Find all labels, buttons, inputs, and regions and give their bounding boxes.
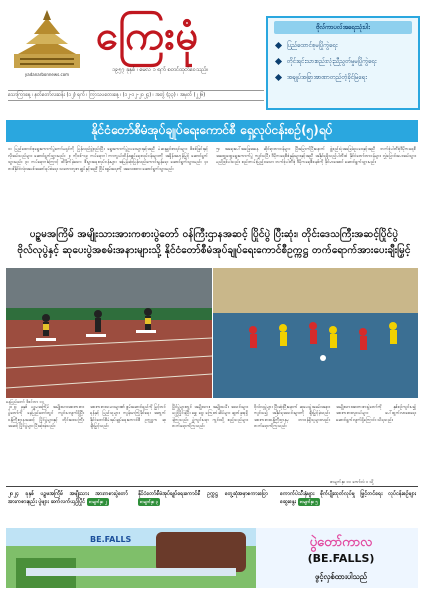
body-column-3: ပြိုင်ပွဲများတွင် အမျိုးသား၊ အမျိုးသမီး အသင်းများ ယှဉ်ပြိုင်ခဲ့ပြီး ရွှေ၊ ငွေ၊ ကြေးတံဆိပ်များ ဆွတ်ခူးရရှိခဲ့ကြသည်။ ပွဲကျင်းပရာ ကွင်းသို့ ဧည့်သည်များ တက်ရောက်ကြသည်။ — [172, 404, 248, 429]
page-badge: စာမျက်နှာ ၂ — [88, 499, 107, 504]
page-badge: စာမျက်နှာ ၃ — [140, 499, 159, 504]
diamond-bullet-icon — [275, 42, 282, 49]
logo-url: yadanarbonnews.com — [24, 72, 70, 77]
newspaper-title: ကြေးမုံ — [96, 12, 200, 59]
divider — [6, 486, 418, 487]
advertisement[interactable] — [6, 528, 418, 588]
lead-column-2: ၅။ အရေးပေါ်အခြေအနေ ဆိုင်ရာတာဝန်များ ပြီးမြောက်ပြီးနောက် ဖွဲ့စည်းပုံအခြေခံဥပဒေနှင့်အညီ ဘက်စုံပါတီစုံဒီမိုကရေစီ အထွေထွေရွေးကောက်ပွဲ ကျင်းပပြီး ဒီမိုကရေစီစံနှုန်းများနှင့်အညီ အနိုင်ရရှိသည့်ပါတီထံ နိုင်ငံတော်တာဝန်များ လွှဲပြောင်းပေးအပ်သွားမည်ဖြစ်ပါသည်။ စည်းကမ်းပြည့်ဝသော ဘက်စုံပါတီစုံ ဒီမိုကရေစီစနစ်ကို ခိုင်မာအောင် ဆောင်ရွက်သွားမည်။ — [216, 146, 416, 165]
continued-note: စာမျက်နှာ ၁၁ ကော်လံ ၁ သို့ — [330, 479, 374, 484]
priority-box — [266, 16, 420, 110]
priority-item: တိုင်းရင်းသားစည်းလုံးညီညွတ်မှုမပြိုကွဲရေး — [276, 57, 410, 66]
pagoda-logo-icon — [12, 10, 82, 76]
body-column-1: ၂၀၂၄ ခုနှစ် ပဉ္စမအကြိမ် အမျိုးသားအားကစားပွဲတော်ကို နေပြည်တော်တွင် ကျင်းပလျက်ရှိပြီး ဝန်ကြီးဌာနအဆင့် ပြိုင်ပွဲများနှင့် တိုင်းဒေသကြီးအဆင့် ပြိုင်ပွဲများ ပြီးဆုံးခဲ့သည်။ — [8, 404, 84, 429]
diamond-bullet-icon — [275, 58, 282, 65]
photo-credit: နေပြည်တော် ဒီဇင်ဘာ ၁၁ — [6, 399, 44, 404]
ad-brand: (BE.FALLS) — [307, 552, 375, 565]
page-badge: စာမျက်နှာ ၅ — [299, 499, 318, 504]
ad-subtitle: ဖွင့်လှစ်ထားပါသည် — [314, 572, 367, 581]
founding-note: ၁၉၅၇ ခုနှစ် ၊ မေလ ၁ ရက် စတင်ထုတ်ဝေသည်။ — [112, 67, 209, 73]
diamond-bullet-icon — [275, 74, 282, 81]
futsal-photo — [213, 268, 418, 398]
lead-column-1: ၁။ ပြည်ထောင်စုရွေးကောက်ပွဲကော်မရှင်ကို ပြန်လည်ဖွဲ့စည်းပြီး ရွေးကောက်ပွဲဥပဒေများနှင့်အညီ မဲဆန္ဒရှင်စာရင်းများ စိစစ်ခြင်းနှင့် လိုအပ်သည်များ ဆောင်ရွက်သွားမည်။ ၂။ ကိုဗစ်-၁၉ ကပ်ရောဂါ ကာကွယ်ထိန်းချုပ်ရေးလုပ်ငန်းများကို အရှိန်အဟုန်မြှင့် ဆောင်ရွက်သွားမည်။ ၃။ ကပ်ရောဂါကြောင့် ထိခိုက်ခဲ့သော စီးပွားရေးလုပ်ငန်းများ အမြန်ဆုံးပြန်လည်ကောင်းမွန်ရေး ဆောင်ရွက်သွားမည်။ ၄။ တစ်နိုင်ငံလုံးအပစ်အခတ်ရပ်စဲရေး သဘောတူစာချုပ်နှင့်အညီ ငြိမ်းချမ်းရေးကို အလေးထား ဆောင်ရွက်သွားမည်။ — [8, 146, 208, 171]
body-column-5: အမျိုးသားအားကစားပွဲတော်ကို နှစ်စဉ်ကျင်းပ၍ အားကစားလူငယ်များ ပေါ်ထွက်လာစေရေး ဆောင်ရွက်လျက်ရှိကြောင်း သိရသည်။ — [336, 404, 416, 422]
body-column-4: ဗိုလ်လုပွဲများ ပြီးဆုံးပြီးနောက် ဆုပေးပွဲအခမ်းအနား ကျင်းပ၍ အနိုင်ရအသင်းများကို ချီးမြှင့်ခဲ့သည်။ အားကစားဝန်ကြီးဌာနမှ တာဝန်ရှိသူများလည်း တက်ရောက်ကြသည်။ — [254, 404, 330, 429]
hurdles-photo — [6, 268, 212, 398]
dateline: သောကြာနေ့ ၊ နတ်တော်လဆန်း (၁၂) ရက် ၊ ကြာသပတေးနေ့ ၊ (၁၂-၁၂-၂၀၂၄) ၊ အတွဲ (၃၃) ၊ အမှတ် (၂၂၆) — [8, 90, 264, 101]
priority-heading: ဗိုလ်ကာပလ်အရေးသုံးပါး — [274, 21, 412, 34]
priority-item: ပြည်ထောင်စုမပြိုကွဲရေး — [276, 41, 410, 50]
body-column-2: အားကစားသမားများ၏ စွမ်းဆောင်ရည်ကို မြှင့်တင်ရန်နှင့် ပြည်သူများ ကျန်းမာကြံ့ခိုင်ရေး အတွက် နိုင်ငံတော်စီမံအုပ်ချုပ်ရေးကောင်စီ ဥက္ကဋ္ဌက ဆုချီးမြှင့်သည်။ — [90, 404, 166, 429]
promo-item[interactable]: ၂၀၂၄ ခုနှစ် ပဉ္စမအကြိမ် အမျိုးသား အားကစားပွဲတော် အားကစားနည်း ပွဲများ ဆက်လက်ယှဉ်ပြိုင် စာမျက်နှာ ၂ — [8, 491, 128, 505]
masthead — [4, 8, 264, 88]
promo-item[interactable]: ကောက်ပဲသီးနှံများ စိုက်ပျိုးထုတ်လုပ်မှု မြှင့်တင်ရေး လုပ်ငန်းစဉ်များ ဆွေးနွေး စာမျက်နှာ ၅ — [280, 491, 416, 505]
ad-title: ပွဲတော်ကာလ — [309, 535, 373, 550]
ad-text — [264, 528, 418, 588]
priority-item: အချုပ်အခြာအာဏာတည်တံ့ခိုင်မြဲရေး — [276, 73, 410, 82]
lead-headline: နိုင်ငံတော်စီမံအုပ်ချုပ်ရေးကောင်စီ ရှေ့လုပ်ငန်းစဉ်(၅)ရပ် — [6, 120, 418, 142]
promo-item[interactable]: နိုင်ငံတော်စီမံအုပ်ချုပ်ရေးကောင်စီ ဥက္ကဋ္ဌ တွေ့ဆုံအမှာစကားပြော စာမျက်နှာ ၃ — [138, 491, 268, 504]
sports-headline: ပဉ္စမအကြိမ် အမျိုးသားအားကစားပွဲတော် ဝန်ကြီးဌာနအဆင့် ပြိုင်ပွဲ ပြီးဆုံး၊ တိုင်းဒေသကြီးအဆင့်ပြိုင်ပွဲ ဗိုလ်လုပွဲနှင့် ဆုပေးပွဲအစမ်းအနားများသို့ နိုင်ငံတော်စီမံအုပ်ချုပ်ရေးကောင်စီဥက္ကဋ္ဌ တက်ရောက်အားပေးချီးမြှင့် — [17, 229, 411, 256]
resort-photo — [6, 528, 256, 588]
ad-logo: BE.FALLS — [90, 535, 132, 544]
